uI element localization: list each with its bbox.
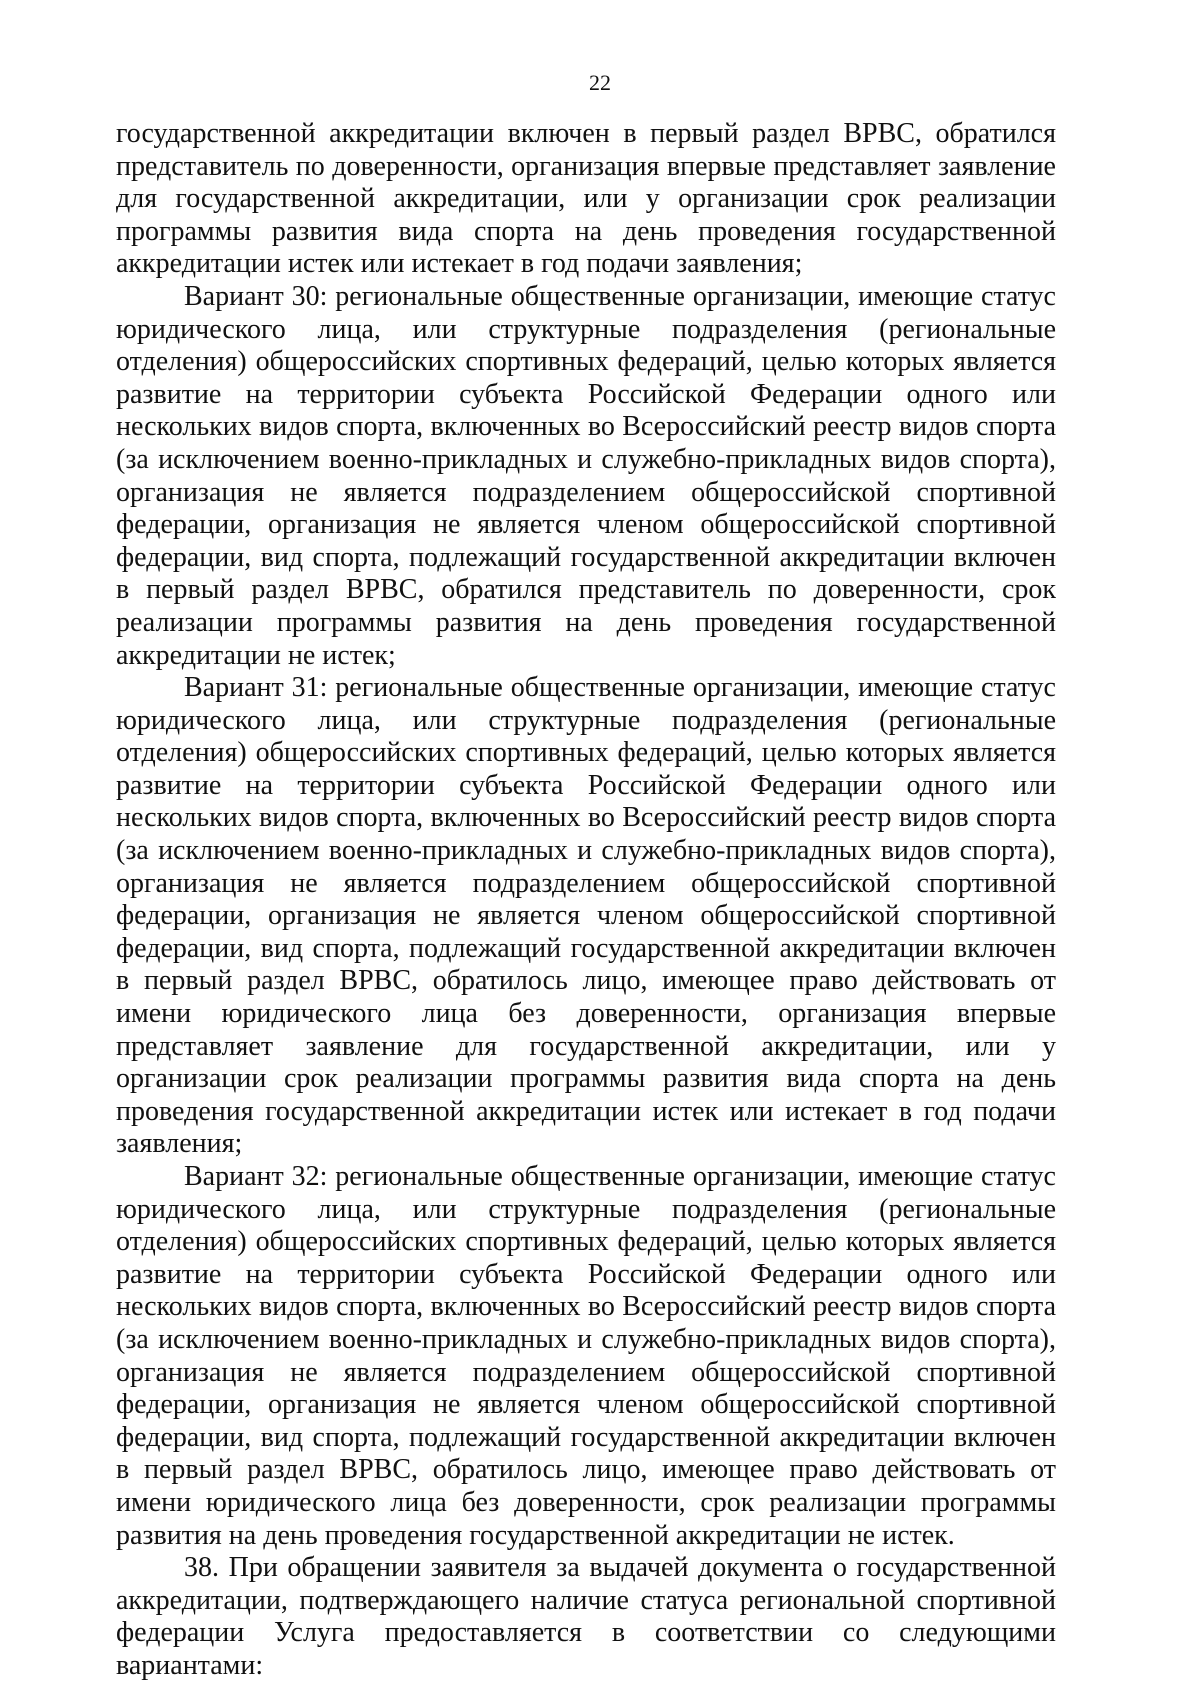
paragraph-clause-38: 38. При обращении заявителя за выдачей документа о государственной аккредитации, подтверждающего наличие статуса региональной спортивной федерации Услуга предоставляется в соответствии со следующими вариантами: bbox=[116, 1552, 1056, 1681]
paragraph-variant-31: Вариант 31: региональные общественные организации, имеющие статус юридического лица, или структурные подразделения (региональные отделения) общероссийских спортивных федераций, целью которых является развитие на территории субъекта Российской Федерации одного или нескольких видов спорта, включенных во Всероссийский реестр видов спорта (за исключением военно-прикладных и служебно-прикладных видов спорта), организация не является подразделением общероссийской спортивной федерации, организация не является членом общероссийской спортивной федерации, вид спорта, подлежащий государственной аккредитации включен в первый раздел ВРВС, обратилось лицо, имеющее право действовать от имени юридического лица без доверенности, организация впервые представляет заявление для государственной аккредитации, или у организации срок реализации программы развития вида спорта на день проведения государственной аккредитации истек или истекает в год подачи заявления; bbox=[116, 672, 1056, 1160]
paragraph-continuation: государственной аккредитации включен в первый раздел ВРВС, обратился представитель по доверенности, организация впервые представляет заявление для государственной аккредитации, или у организации срок реализации программы развития вида спорта на день проведения государственной аккредитации истек или истекает в год подачи заявления; bbox=[116, 118, 1056, 280]
paragraph-variant-32: Вариант 32: региональные общественные организации, имеющие статус юридического лица, или структурные подразделения (региональные отделения) общероссийских спортивных федераций, целью которых является развитие на территории субъекта Российской Федерации одного или нескольких видов спорта, включенных во Всероссийский реестр видов спорта (за исключением военно-прикладных и служебно-прикладных видов спорта), организация не является подразделением общероссийской спортивной федерации, организация не является членом общероссийской спортивной федерации, вид спорта, подлежащий государственной аккредитации включен в первый раздел ВРВС, обратилось лицо, имеющее право действовать от имени юридического лица без доверенности, срок реализации программы развития на день проведения государственной аккредитации не истек. bbox=[116, 1161, 1056, 1551]
page-number: 22 bbox=[589, 70, 611, 95]
document-body bbox=[116, 118, 1056, 1683]
paragraph-variant-30: Вариант 30: региональные общественные организации, имеющие статус юридического лица, или структурные подразделения (региональные отделения) общероссийских спортивных федераций, целью которых является развитие на территории субъекта Российской Федерации одного или нескольких видов спорта, включенных во Всероссийский реестр видов спорта (за исключением военно-прикладных и служебно-прикладных видов спорта), организация не является подразделением общероссийской спортивной федерации, организация не является членом общероссийской спортивной федерации, вид спорта, подлежащий государственной аккредитации включен в первый раздел ВРВС, обратился представитель по доверенности, срок реализации программы развития на день проведения государственной аккредитации не истек; bbox=[116, 280, 1056, 671]
